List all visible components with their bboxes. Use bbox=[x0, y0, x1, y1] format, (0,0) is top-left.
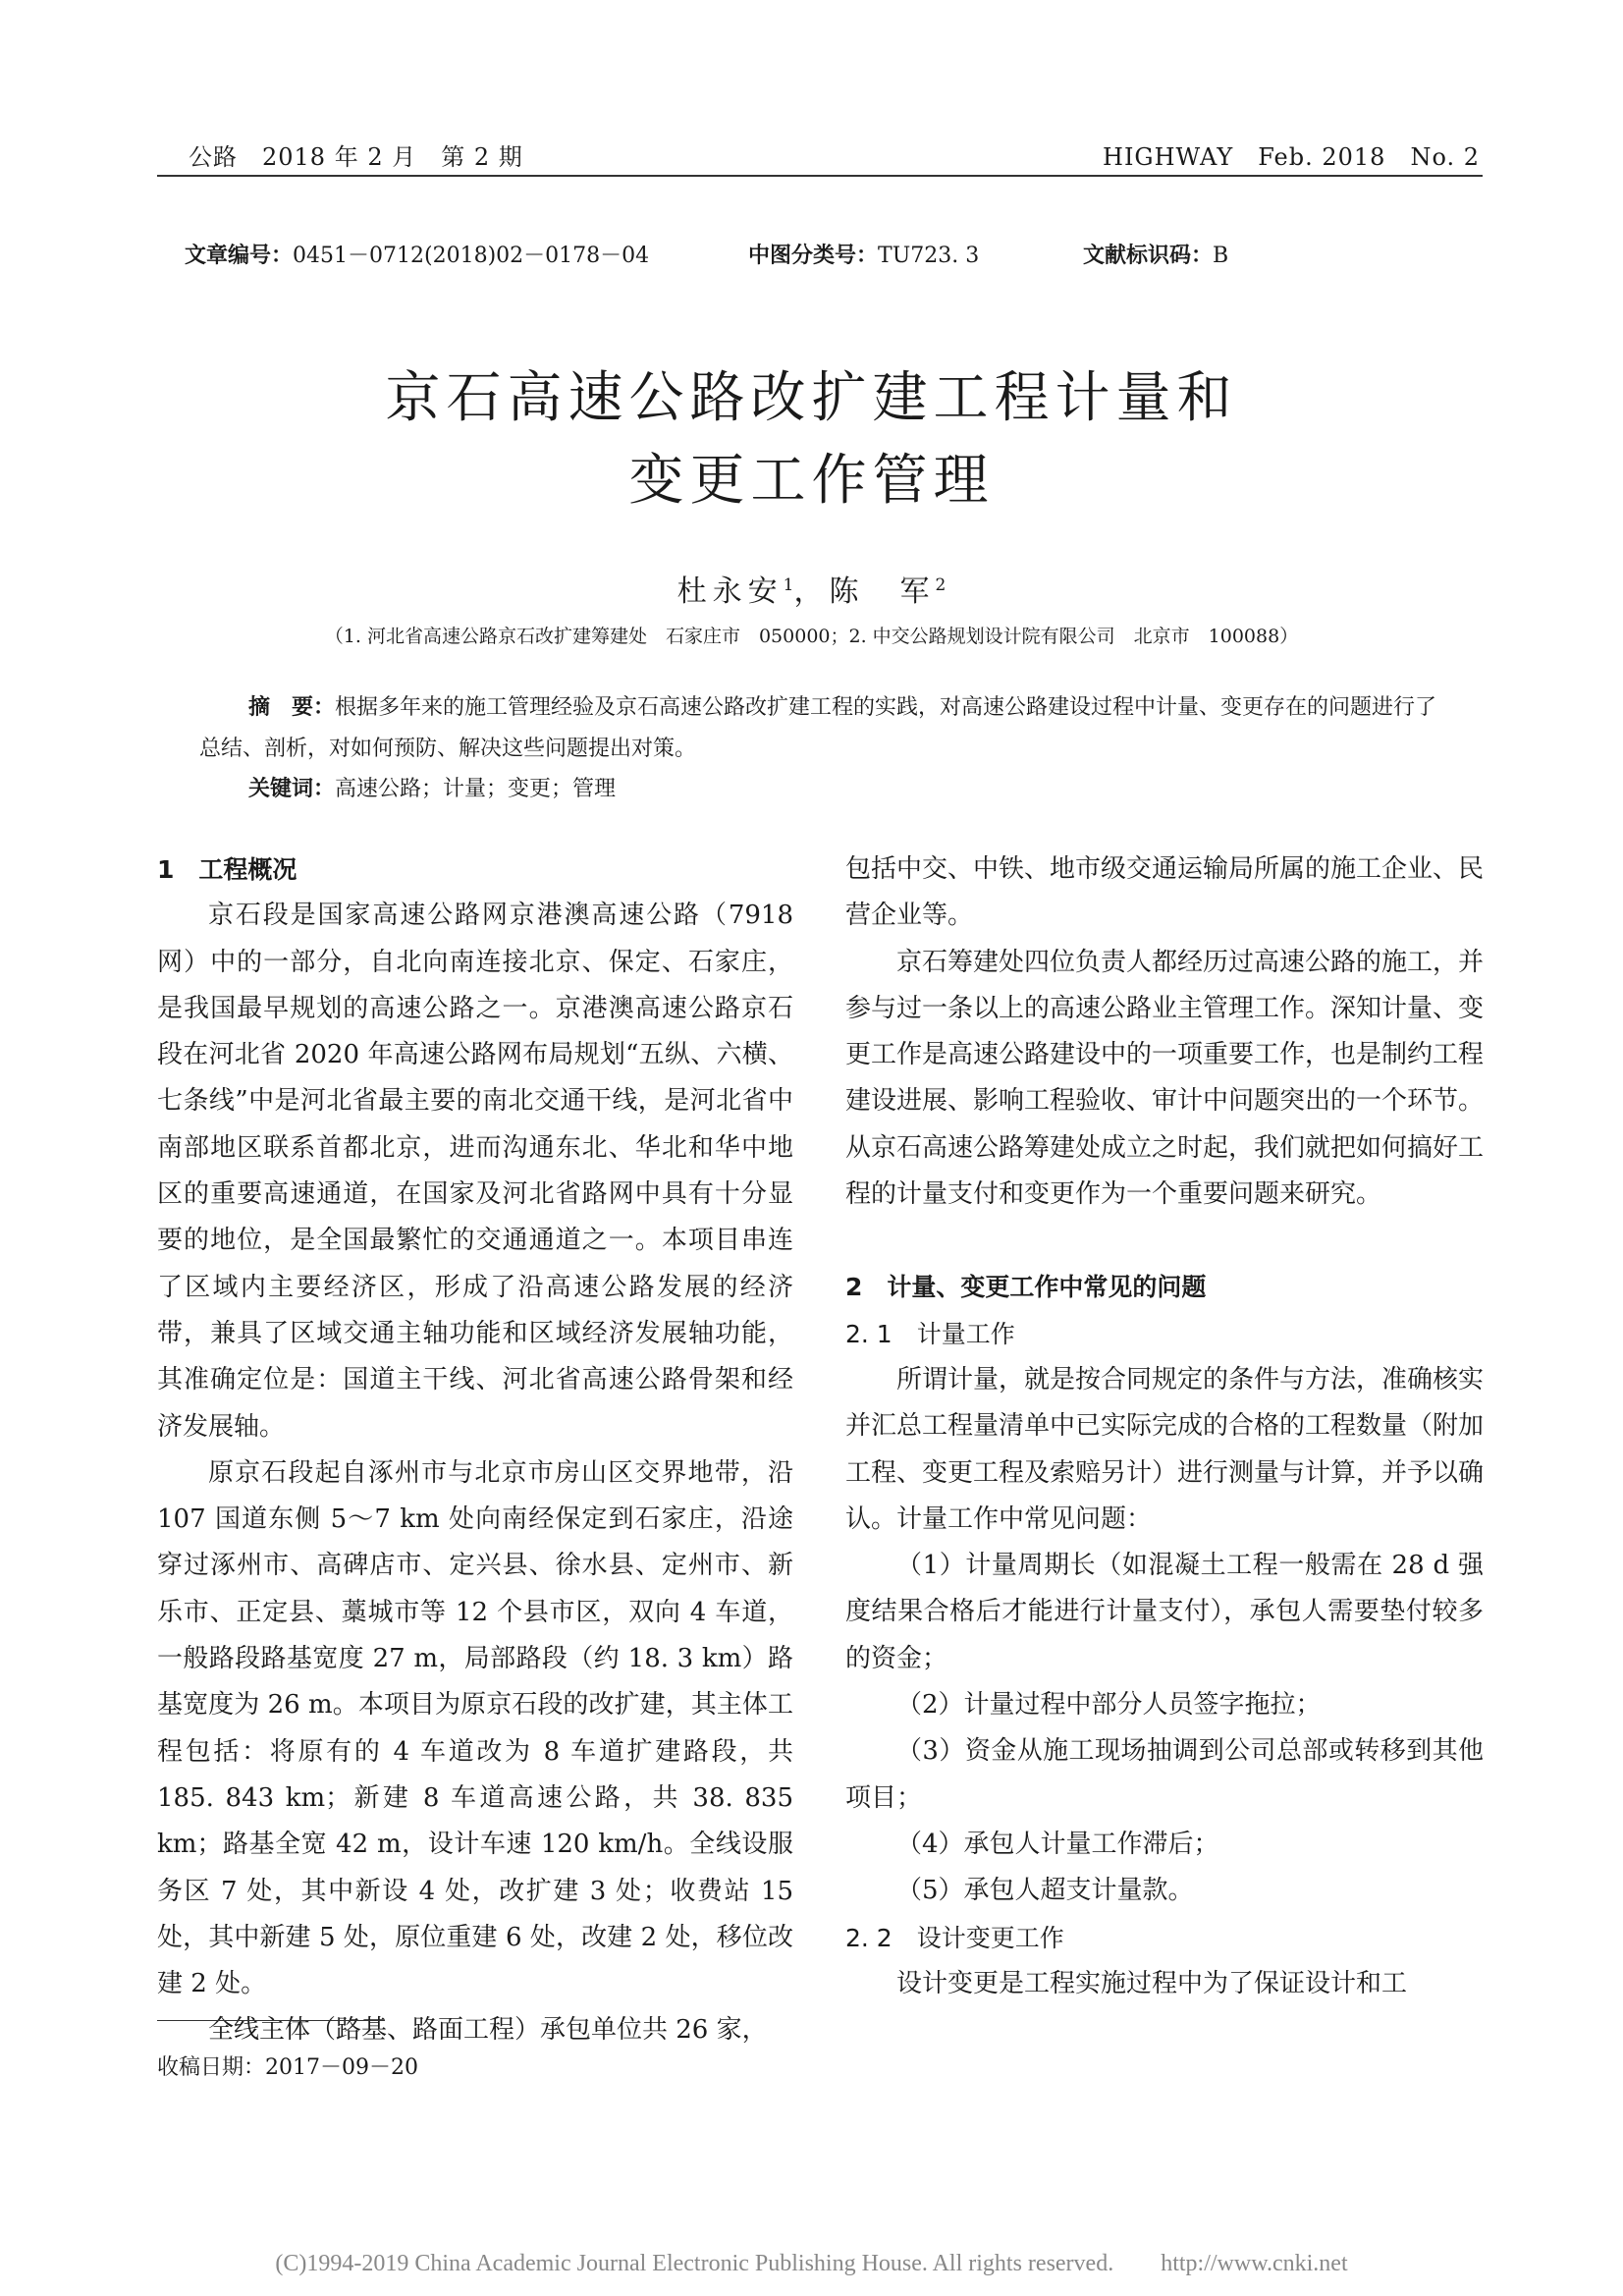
author-1: 杜永安 bbox=[676, 574, 784, 609]
list-item: （2）计量过程中部分人员签字拖拉； bbox=[896, 1690, 1322, 1721]
list-item: （5）承包人超支计量款。 bbox=[896, 1876, 1194, 1906]
keywords-label: 关键词： bbox=[248, 777, 336, 801]
keywords bbox=[248, 769, 1488, 810]
section-2-1-heading: 2. 1 计量工作 bbox=[845, 1319, 1015, 1348]
paragraph: 设计变更是工程实施过程中为了保证设计和工 bbox=[896, 1968, 1408, 1998]
keywords-text: 高速公路；计量；变更；管理 bbox=[335, 777, 617, 801]
author-1-affil: 1 bbox=[783, 575, 794, 595]
footnote-rule bbox=[157, 2020, 385, 2021]
abstract-text: 根据多年来的施工管理经验及京石高速公路改扩建工程的实践，对高速公路建设过程中计量、变更存在的问题进行了总结、剖析，对如何预防、解决这些问题提出对策。 bbox=[199, 695, 1437, 761]
document-code-label: 文献标识码： bbox=[1083, 244, 1214, 268]
article-number bbox=[185, 239, 649, 269]
paragraph-continued: 包括中交、中铁、地市级交通运输局所属的施工企业、民营企业等。 bbox=[845, 854, 1485, 931]
right-column bbox=[845, 847, 1484, 2007]
document-code bbox=[1083, 239, 1228, 269]
running-header-left: 公路 2018 年 2 月 第 2 期 bbox=[189, 143, 523, 171]
list-item: （1）计量周期长（如混凝土工程一般需在 28 d 强度结果合格后才能进行计量支付），承包人需要垫付较多的资金； bbox=[845, 1551, 1484, 1673]
title-line-2: 变更工作管理 bbox=[628, 449, 995, 513]
paragraph: 京石筹建处四位负责人都经历过高速公路的施工，并参与过一条以上的高速公路业主管理工作。深知计量、变更工作是高速公路建设中的一项重要工作，也是制约工程建设进展、影响工程验收、审计中问题突出的一个环节。从京石高速公路筹建处成立之时起，我们就把如何搞好工程的计量支付和变更作为一个重要问题来研究。 bbox=[845, 947, 1485, 1210]
author-2: 陈 军 bbox=[829, 574, 936, 609]
article-number-label: 文章编号： bbox=[185, 244, 294, 268]
abstract bbox=[199, 687, 1439, 770]
received-date-footnote: 收稿日期：2017－09－20 bbox=[157, 2055, 418, 2080]
title-line-1: 京石高速公路改扩建工程计量和 bbox=[385, 366, 1238, 430]
document-code-value: B bbox=[1213, 244, 1229, 268]
author-2-affil: 2 bbox=[935, 575, 947, 595]
clc-value: TU723. 3 bbox=[878, 244, 980, 268]
article-number-value: 0451－0712(2018)02－0178－04 bbox=[293, 244, 650, 268]
clc-number bbox=[748, 239, 979, 269]
list-item: （4）承包人计量工作滞后； bbox=[896, 1829, 1219, 1859]
section-2-2-heading: 2. 2 设计变更工作 bbox=[845, 1923, 1064, 1952]
affiliations: （1. 河北省高速公路京石改扩建筹建处 石家庄市 050000；2. 中交公路规划设计院有限公司 北京市 100088） bbox=[324, 626, 1299, 647]
abstract-label: 摘 要： bbox=[248, 695, 336, 720]
author-separator: ， bbox=[793, 574, 830, 609]
list-item: （3）资金从施工现场抽调到公司总部或转移到其他项目； bbox=[845, 1736, 1484, 1813]
copyright-line: (C)1994-2019 China Academic Journal Electronic Publishing House. All rights reserved. http://www.cnki.net bbox=[275, 2251, 1348, 2276]
section-2-heading: 2 计量、变更工作中常见的问题 bbox=[845, 1273, 1207, 1302]
authors bbox=[0, 567, 1623, 610]
paragraph: 原京石段起自涿州市与北京市房山区交界地带，沿 107 国道东侧 5～7 km 处向南经保定到石家庄，沿途穿过涿州市、高碑店市、定兴县、徐水县、定州市、新乐市、正定县、藁城市等 12 个县市区，双向 4 车道，一般路段路基宽度 27 m，局部路段（约 18. 3 km）路基宽度为 26 m。本项目为原京石段的改扩建，其主体工程包括：将原有的 4 车道改为 8 车道扩建路段，共 185. 843 km；新建 8 车道高速公路，共 38. 835 km；路基全宽 42 m，设计车速 120 km/h。全线设服务区 7 处，其中新设 4 处，改扩建 3 处；收费站 15 处，其中新建 5 处，原位重建 6 处，改建 2 处，移位改建 2 处。 bbox=[157, 1457, 793, 1999]
paragraph: 京石段是国家高速公路网京港澳高速公路（7918 网）中的一部分，自北向南连接北京、保定、石家庄，是我国最早规划的高速公路之一。京港澳高速公路京石段在河北省 2020 年高速公路网布局规划“五纵、六横、七条线”中是河北省最主要的南北交通干线，是河北省中南部地区联系首都北京，进而沟通东北、华北和华中地区的重要高速通道，在国家及河北省路网中具有十分显要的地位，是全国最繁忙的交通通道之一。本项目串连了区域内主要经济区，形成了沿高速公路发展的经济带，兼具了区域交通主轴功能和区域经济发展轴功能，其准确定位是：国道主干线、河北省高速公路骨架和经济发展轴。 bbox=[157, 901, 793, 1442]
clc-label: 中图分类号： bbox=[748, 244, 879, 268]
left-column bbox=[157, 847, 793, 2054]
section-1-heading: 1 工程概况 bbox=[157, 855, 298, 884]
section-gap bbox=[845, 1218, 1484, 1264]
running-header-right: HIGHWAY Feb. 2018 No. 2 bbox=[1103, 143, 1480, 171]
paragraph: 所谓计量，就是按合同规定的条件与方法，准确核实并汇总工程量清单中已实际完成的合格的工程数量（附加工程、变更工程及索赔另计）进行测量与计算，并予以确认。计量工作中常见问题： bbox=[845, 1364, 1485, 1534]
header-rule bbox=[157, 175, 1483, 177]
paragraph: 全线主体（路基、路面工程）承包单位共 26 家， bbox=[208, 2015, 768, 2046]
